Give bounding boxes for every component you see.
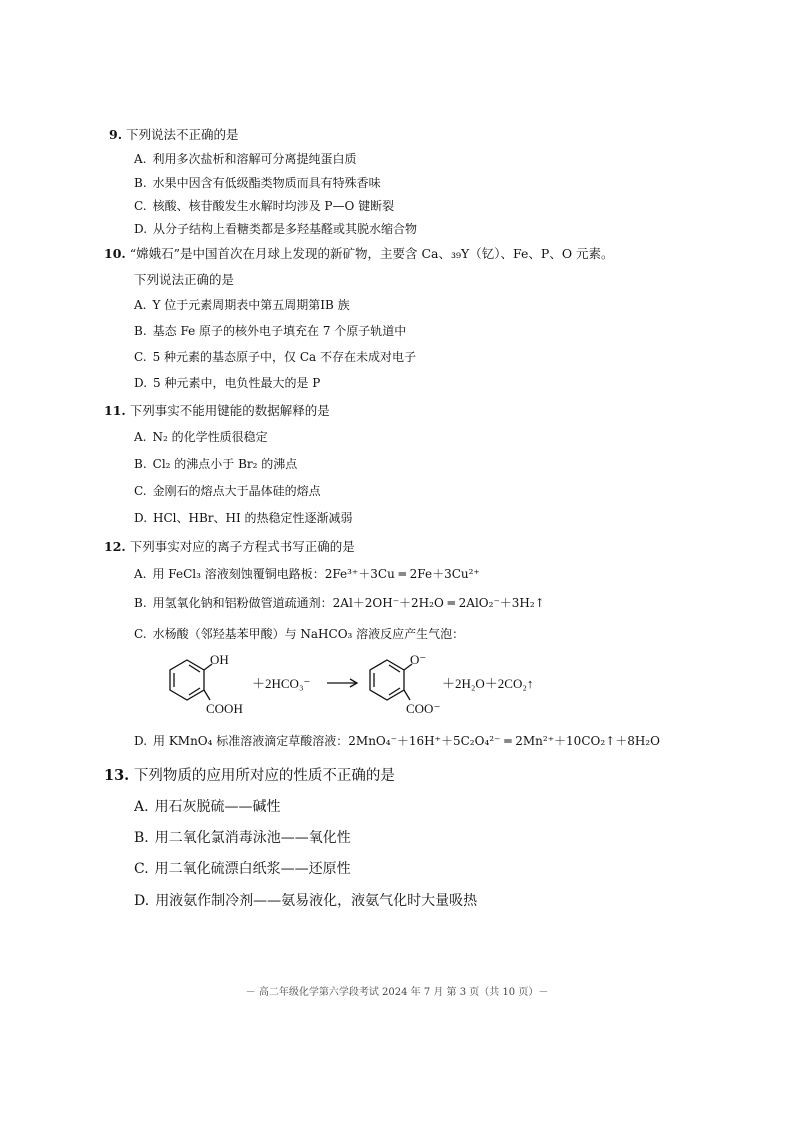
option-text: 水杨酸（邻羟基苯甲酸）与 NaHCO₃ 溶液反应产生气泡： [152,627,465,641]
option-text: 用石灰脱硫——碱性 [154,799,281,815]
bicarbonate-reagent: ＋2HCO₃⁻ [252,676,311,691]
question-number: 12. [104,539,126,554]
option-text: HCl、HBr、HI 的热稳定性逐渐减弱 [153,511,353,525]
option-letter: A. [134,430,147,444]
hydroxyl-label: OH [210,652,229,667]
option-text: Y 位于元素周期表中第五周期第ⅠB 族 [152,298,350,312]
question-13-stem [104,768,395,784]
option-text: 5 种元素的基态原子中，仅 Ca 不存在未成对电子 [152,350,416,364]
question-number: 13. [104,767,130,784]
option-text: 水果中因含有低级酯类物质而具有特殊香味 [152,176,381,190]
option-text: 用氢氧化钠和铝粉做管道疏通剂：2Al＋2OH⁻＋2H₂O ═ 2AlO₂⁻＋3H₂↑ [152,596,545,610]
option-letter: B. [134,596,147,610]
option-letter: C. [134,484,147,498]
reaction-products: ＋2H₂O＋2CO₂↑ [442,676,534,691]
option-text: 用二氧化氯消毒泳池——氧化性 [154,830,351,846]
option-letter: C. [134,861,149,877]
question-stem: “嫦娥石”是中国首次在月球上发现的新矿物，主要含 Ca、₃₉Y（钇）、Fe、P、O 元素。 [129,246,614,261]
option-9c [134,199,394,214]
option-letter: D. [134,893,150,909]
question-stem: 下列事实对应的离子方程式书写正确的是 [129,539,355,554]
carboxyl-label: COOH [206,701,243,716]
option-9a [134,152,357,167]
option-letter: B. [134,176,147,190]
option-letter: C. [134,350,147,364]
option-text: 核酸、核苷酸发生水解时均涉及 P—O 键断裂 [152,199,395,213]
option-letter: D. [134,734,148,748]
option-text: 用二氧化硫漂白纸浆——还原性 [154,861,351,877]
option-12c [134,627,464,642]
option-letter: C. [134,627,147,641]
option-letter: B. [134,830,149,846]
carboxylate-label: COO⁻ [406,701,441,716]
page-footer: － 高二年级化学第六学段考试 2024 年 7 月 第 3 页（共 10 页）－ [245,987,549,998]
option-text: 金刚石的熔点大于晶体硅的熔点 [152,484,321,498]
option-11a [134,430,268,445]
option-12b [134,596,545,611]
option-9b [134,176,381,191]
question-9-stem [109,127,239,142]
question-11-stem [104,403,330,418]
option-10a [134,298,350,313]
option-13c [134,862,351,877]
option-text: 用 FeCl₃ 溶液刻蚀覆铜电路板：2Fe³⁺＋3Cu ═ 2Fe＋3Cu²⁺ [152,567,480,581]
question-stem: 下列说法不正确的是 [126,127,239,142]
question-stem-continued: 下列说法正确的是 [134,272,235,287]
question-10-stem [104,246,614,261]
option-11b [134,457,297,472]
option-text: N₂ 的化学性质很稳定 [152,430,268,444]
option-letter: D. [134,222,148,236]
option-11c [134,484,321,499]
option-text: 用 KMnO₄ 标准溶液滴定草酸溶液：2MnO₄⁻＋16H⁺＋5C₂O₄²⁻ ═ 2Mn²⁺＋10CO₂↑＋8H₂O [153,734,660,748]
option-11d [134,511,353,526]
option-text: 基态 Fe 原子的核外电子填充在 7 个原子轨道中 [152,324,407,338]
option-letter: D. [134,511,148,525]
option-13b [134,831,351,846]
option-text: 利用多次盐析和溶解可分离提纯蛋白质 [152,152,357,166]
option-13a [134,800,281,815]
phenoxide-label: O⁻ [410,652,427,667]
option-12d [134,734,660,749]
option-10c [134,350,416,365]
option-text: 用液氨作制冷剂——氨易液化，液氨气化时大量吸热 [155,893,478,909]
option-letter: A. [134,567,147,581]
option-letter: C. [134,199,147,213]
question-number: 9. [109,127,123,142]
question-12-stem [104,539,355,554]
option-letter: D. [134,376,148,390]
option-text: 5 种元素中，电负性最大的是 P [153,376,321,390]
option-9d [134,222,417,237]
option-13d [134,894,477,909]
question-number: 11. [104,403,126,418]
option-letter: A. [134,298,147,312]
option-letter: B. [134,457,147,471]
option-text: Cl₂ 的沸点小于 Br₂ 的沸点 [152,457,298,471]
option-10b [134,324,406,339]
option-letter: B. [134,324,147,338]
option-letter: A. [134,799,149,815]
question-10-stem-2 [134,272,234,287]
question-number: 10. [104,246,126,261]
option-12a [134,567,480,582]
option-10d [134,376,320,391]
option-text: 从分子结构上看糖类都是多羟基醛或其脱水缩合物 [153,222,418,236]
salicylic-acid-reaction-scheme [160,652,580,722]
question-stem: 下列事实不能用键能的数据解释的是 [129,403,330,418]
benzene-ring-left [170,660,204,700]
question-stem: 下列物质的应用所对应的性质不正确的是 [133,768,395,784]
benzene-ring-right [370,660,404,700]
option-letter: A. [134,152,147,166]
